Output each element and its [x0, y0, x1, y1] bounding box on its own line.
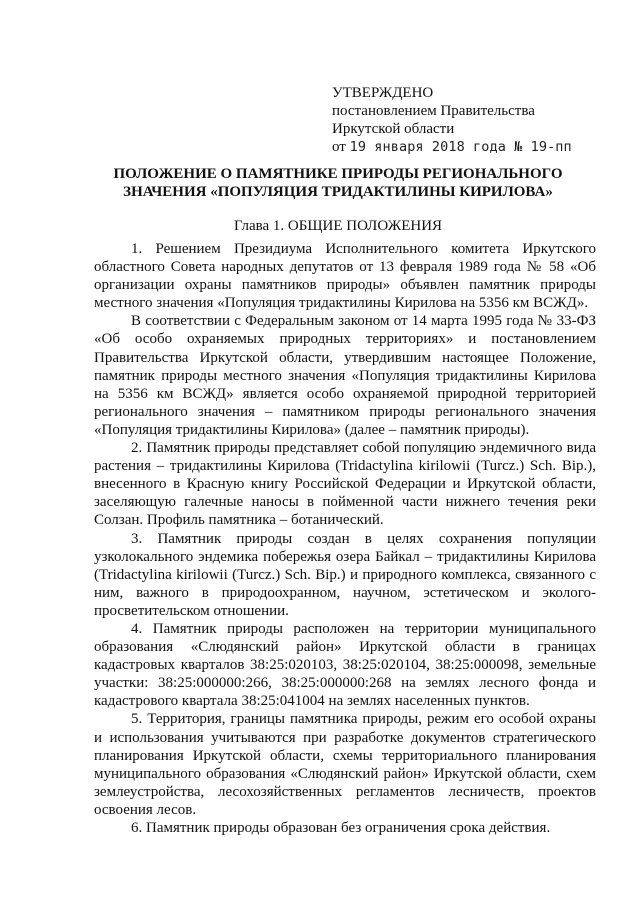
paragraph-5: 5. Территория, границы памятника природы, режим его особой охраны и использования учитываются при разработке документов стратегического планирования Иркутской области, схемы территориального планирования муниципального образования «Слюдянский район» Иркутской области, схем землеустройства, лесохозяйственных регламентов лесничеств, проектов освоения лесов. — [94, 711, 596, 818]
paragraph-4: 4. Памятник природы расположен на территории муниципального образования «Слюдянский район» Иркутской области в границах кадастровых кварталов 38:25:020103, 38:25:020104, 38:25:000098, земельные участки: 38:25:000000:266, 38:25:000000:268 на землях лесного фонда и кадастрового квартала 38:25:041004 на землях населенных пунктов. — [94, 620, 596, 710]
paragraph-2: 2. Памятник природы представляет собой популяцию эндемичного вида растения – тридактилины Кирилова (Tridactylina kirilowii (Turcz.) Sch. Bip.), внесенного в Красную книгу Российской Федерации и Иркутской области, заселяющую галечные наносы в пойменной части нижнего течения реки Солзан. Профиль памятника – ботанический. — [94, 440, 596, 529]
approval-region: Иркутской области — [332, 121, 455, 137]
paragraph-6: 6. Памятник природы образован без ограничения срока действия. — [131, 820, 551, 836]
paragraph-1-continued: В соответствии с Федеральным законом от 14 марта 1995 года № 33-ФЗ «Об особо охраняемых природных территориях» и постановлением Правительства Иркутской области, утвердившим настоящее Положение, памятник природы местного значения «Популяция тридактилины Кирилова на 5356 км ВСЖД» является особо охраняемой природной территорией регионального значения – памятником природы регионального значения «Популяция тридактилины Кирилова» (далее – памятник природы). — [94, 313, 596, 438]
approval-date-line — [332, 138, 622, 156]
approval-date-stamp: 19 января 2018 года № 19-пп — [349, 139, 572, 155]
paragraph-1: 1. Решением Президиума Исполнительного комитета Иркутского областного Совета народных депутатов от 13 февраля 1989 года № 58 «Об организации охраны памятников природы» объявлен памятник природы местного значения «Популяция тридактилины Кирилова на 5356 км ВСЖД». — [94, 241, 596, 312]
approval-date-prefix: от — [332, 139, 350, 155]
chapter-heading: Глава 1. ОБЩИЕ ПОЛОЖЕНИЯ — [233, 218, 443, 234]
document-title-line-1: ПОЛОЖЕНИЕ О ПАМЯТНИКЕ ПРИРОДЫ РЕГИОНАЛЬНОГО — [113, 166, 563, 182]
paragraph-3: 3. Памятник природы создан в целях сохранения популяции узколокального эндемика побережья озера Байкал – тридактилины Кирилова (Tridactylina kirilowii (Turcz.) Sch. Bip.) и природного комплекса, связанного с ним, важного в природоохранном, научном, эстетическом и эколого-просветительском отношении. — [94, 530, 596, 619]
document-title-line-2: ЗНАЧЕНИЯ «ПОПУЛЯЦИЯ ТРИДАКТИЛИНЫ КИРИЛОВА» — [123, 184, 553, 200]
document-body — [94, 240, 596, 837]
document-title — [80, 165, 596, 201]
approval-block — [332, 84, 622, 156]
approval-heading: УТВЕРЖДЕНО — [332, 85, 434, 101]
approval-authority: постановлением Правительства — [332, 103, 535, 119]
